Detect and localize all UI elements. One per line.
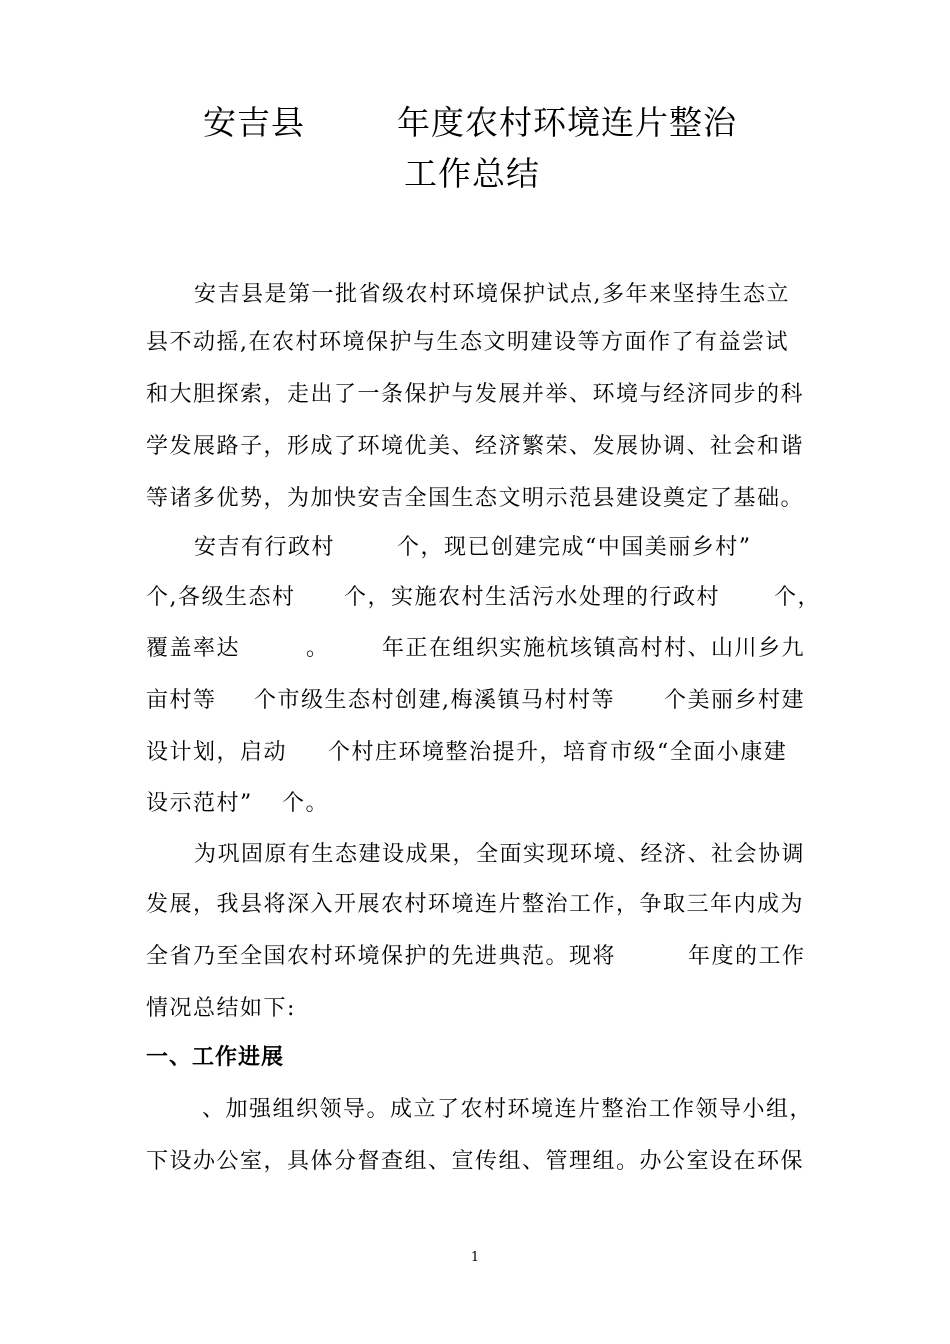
paragraph2-text: 个,各级生态村 xyxy=(146,585,296,610)
paragraph2-text: 覆盖率达 xyxy=(146,636,241,661)
paragraph3-text: 年度的工作 xyxy=(688,944,806,969)
paragraph2-text: 安吉有行政村 xyxy=(194,535,336,560)
paragraph2-text: 个村庄环境整治提升，培育市级“全面小康建 xyxy=(328,740,788,765)
paragraph4-text: 下设办公室，具体分督查组、宣传组、管理组。办公室设在环保 xyxy=(146,1149,805,1174)
paragraph3-text: 为巩固原有生态建设成果，全面实现环境、经济、社会协调 xyxy=(194,842,806,867)
paragraph2-text: 设计划，启动 xyxy=(146,740,288,765)
paragraph4-text: 、加强组织领导。成立了农村环境连片整治工作领导小组， xyxy=(202,1097,814,1122)
paragraph1-text: 安吉县是第一批省级农村环境保护试点,多年来坚持生态立 xyxy=(194,282,790,307)
section-heading: 一、工作进展 xyxy=(146,1045,285,1070)
paragraph2-text: 设示范村” xyxy=(146,791,253,816)
paragraph3-text: 全省乃至全国农村环境保护的先进典范。现将 xyxy=(146,944,617,969)
paragraph2-text: 年正在组织实施杭垓镇高村村、山川乡九 xyxy=(382,636,806,661)
paragraph2-text: 。 xyxy=(306,636,330,661)
paragraph3-text: 发展，我县将深入开展农村环境连片整治工作，争取三年内成为 xyxy=(146,892,805,917)
paragraph2-text: 个。 xyxy=(282,791,330,816)
title-line2: 工作总结 xyxy=(404,154,540,193)
paragraph1-text: 等诸多优势，为加快安吉全国生态文明示范县建设奠定了基础。 xyxy=(146,486,805,511)
page-number: 1 xyxy=(470,1250,480,1265)
paragraph2-text: 个， xyxy=(774,585,822,610)
paragraph2-text: 亩村等 xyxy=(146,688,217,713)
paragraph2-text: 个市级生态村创建,梅溪镇马村村等 xyxy=(254,688,615,713)
paragraph3-text: 情况总结如下: xyxy=(146,996,296,1021)
paragraph2-text: 个美丽乡村建 xyxy=(664,688,806,713)
paragraph2-text: 个，现已创建完成“中国美丽乡村” xyxy=(397,535,752,560)
paragraph1-text: 和大胆探索，走出了一条保护与发展并举、环境与经济同步的科 xyxy=(146,382,805,407)
paragraph2-text: 个，实施农村生活污水处理的行政村 xyxy=(344,585,721,610)
paragraph1-text: 县不动摇,在农村环境保护与生态文明建设等方面作了有益尝试 xyxy=(146,330,789,355)
paragraph1-text: 学发展路子，形成了环境优美、经济繁荣、发展协调、社会和谐 xyxy=(146,434,805,459)
title-line1-right: 年度农村环境连片整治 xyxy=(397,103,737,142)
title-line1-left: 安吉县 xyxy=(203,103,305,142)
